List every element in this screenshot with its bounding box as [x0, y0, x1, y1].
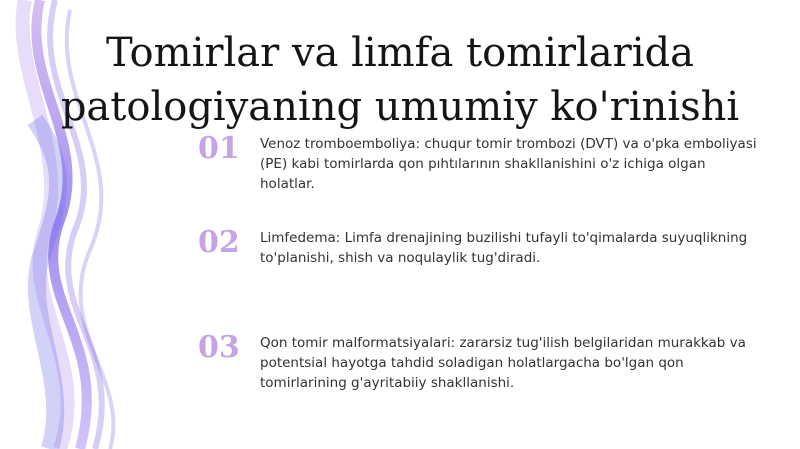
- slide-title-line-1: Tomirlar va limfa tomirlarida: [105, 30, 695, 76]
- item-text: Qon tomir malformatsiyalari: zararsiz tug'ilish belgilaridan murakkab va potentsial hayotga tahdid soladigan holatlargacha bo'lgan qon tomirlarining g'ayritabiiy shakllanishi.: [260, 335, 746, 391]
- item-text: Venoz tromboemboliya: chuqur tomir trombozi (DVT) va o'pka emboliyasi (PE) kabi tomirlarda qon pıhtılarının shakllanishini o'z ichiga olgan holatlar.: [260, 136, 757, 192]
- item-number: 02: [198, 225, 240, 260]
- item-number: 01: [198, 131, 240, 166]
- item-text: Limfedema: Limfa drenajining buzilishi tufayli to'qimalarda suyuqlikning to'planishi, shish va noqulaylik tug'diradi.: [260, 230, 748, 266]
- slide-title: [0, 26, 800, 134]
- item-number: 03: [198, 330, 240, 365]
- slide-title-line-2: patologiyaning umumiy ko'rinishi: [60, 84, 740, 130]
